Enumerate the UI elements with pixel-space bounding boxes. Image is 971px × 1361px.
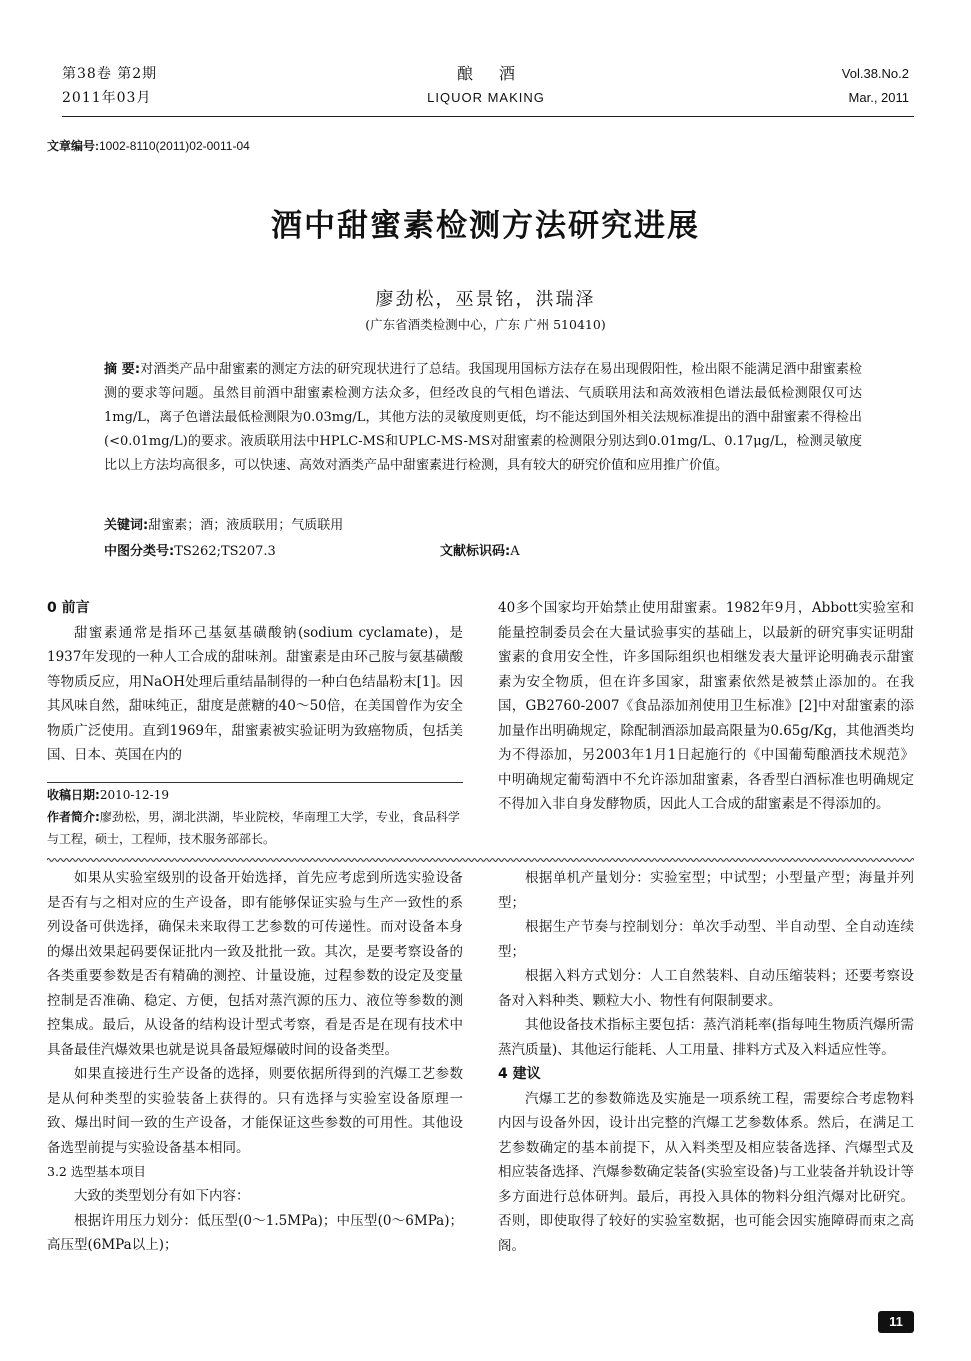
bottom-left-p3: 大致的类型划分有如下内容： [74, 1188, 250, 1204]
header-journal-cn: 酿酒 [456, 64, 541, 83]
header-journal-en: LIQUOR MAKING [427, 90, 545, 105]
author-bio-value: 廖劲松，男，湖北洪湖，毕业院校，华南理工大学，专业，食品科学与工程，硕士，工程师，技术服务部部长。 [47, 810, 460, 846]
author-bio-label: 作者简介: [47, 810, 100, 824]
bottom-left-column [47, 866, 463, 1258]
received-date-label: 收稿日期: [47, 788, 100, 802]
header-date-en: Mar., 2011 [848, 90, 909, 105]
header-volume-cn: 第38卷 第2期 [62, 66, 158, 82]
header-volume-block [62, 62, 157, 110]
bottom-right-p4: 其他设备技术指标主要包括：蒸汽消耗率(指每吨生物质汽爆所需蒸汽质量)、其他运行能耗、人工用量、排料方式及入料适应性等。 [498, 1017, 914, 1058]
bottom-right-p3: 根据入料方式划分：人工自然装料、自动压缩装料；还要考察设备对入料种类、颗粒大小、物性有何限制要求。 [498, 968, 914, 1009]
section0-left-column [47, 596, 463, 768]
author-bio [47, 806, 463, 850]
bottom-left-p1: 如果从实验室级别的设备开始选择，首先应考虑到所选实验设备是否有与之相对应的生产设备，即有能够保证实验与生产一致性的系列设备可供选择，确保未来取得工艺参数的可传递性。而对设备本身的爆出效果起码要保证批内一致及批批一致。其次，是要考察设备的各类重要参数是否有精确的测控、计量设施，过程参数的设定及变量控制是否准确、稳定、方便，包括对蒸汽源的压力、液位等参数的测控集成。最后，从设备的结构设计型式考察，看是否是在现有技术中具备最佳汽爆效果也就是说具备最短爆破时间的设备类型。 [47, 870, 463, 1058]
bottom-right-p2: 根据生产节奏与控制划分：单次手动型、半自动型、全自动连续型； [498, 919, 914, 960]
article-number-label: 文章编号: [47, 139, 99, 153]
paper-title: 酒中甜蜜素检测方法研究进展 [271, 208, 700, 244]
bottom-right-column [498, 866, 914, 1258]
header-volume-en-block [842, 62, 909, 110]
keywords-label: 关键词: [104, 518, 149, 533]
page-number: 11 [878, 1311, 914, 1333]
footnotes [47, 784, 463, 850]
header-divider [62, 116, 914, 117]
document-code-label: 文献标识码: [440, 544, 511, 559]
keywords-text: 甜蜜素；酒；液质联用；气质联用 [148, 518, 344, 533]
clc-label: 中图分类号: [104, 544, 175, 559]
bottom-left-p4: 根据许用压力划分：低压型(0～1.5MPa)；中压型(0～6MPa)；高压型(6MPa以上)； [47, 1212, 463, 1253]
classification-line [104, 540, 864, 564]
section0-right-column [498, 596, 914, 817]
article-number-value: 1002-8110(2011)02-0011-04 [99, 139, 250, 153]
clc-value: TS262;TS207.3 [174, 544, 276, 559]
section0-left-paragraph: 甜蜜素通常是指环己基氨基磺酸钠(sodium cyclamate)，是1937年发现的一种人工合成的甜味剂。甜蜜素是由环己胺与氨基磺酸等物质反应，用NaOH处理后重结晶制得的一种白色结晶粉末[1]。因其风味自然，甜味纯正，甜度是蔗糖的40～50倍，在美国曾作为安全物质广泛使用。直到1969年，甜蜜素被实验证明为致癌物质，包括美国、日本、英国在内的 [47, 624, 463, 763]
abstract [104, 358, 862, 478]
section-3-2-heading: 3.2 选型基本项目 [47, 1164, 146, 1179]
bottom-right-p5: 汽爆工艺的参数筛选及实施是一项系统工程，需要综合考虑物料内因与设备外因，设计出完整的汽爆工艺参数体系。然后，在满足工艺参数确定的基本前提下，从入料类型及相应装备选择、汽爆型式及相应装备选择、汽爆参数确定装备(实验室设备)与工业装备并轨设计等多方面进行总体研判。最后，再投入具体的物料分组汽爆对比研究。否则，即使取得了较好的实验室数据，也可能会因实施障碍而束之高阁。 [498, 1090, 914, 1254]
header-journal-block [400, 62, 572, 110]
section-4-heading: 4 建议 [498, 1066, 541, 1082]
paper-authors: 廖劲松，巫景铭，洪瑞泽 [375, 289, 596, 310]
abstract-text: 对酒类产品中甜蜜素的测定方法的研究现状进行了总结。我国现用国标方法存在易出现假阳性，检出限不能满足酒中甜蜜素检测的要求等问题。虽然目前酒中甜蜜素检测方法众多，但经改良的气相色谱法、气质联用法和高效液相色谱法最低检测限仅可达1mg/L，离子色谱法最低检测限为0.03mg/L，其他方法的灵敏度则更低，均不能达到国外相关法规标准提出的酒中甜蜜素不得检出(<0.01mg/L)的要求。液质联用法中HPLC-MS和UPLC-MS-MS对甜蜜素的检测限分别达到0.01mg/L、0.17μg/L，检测灵敏度比以上方法均高很多，可以快速、高效对酒类产品中甜蜜素进行检测，具有较大的研究价值和应用推广价值。 [104, 362, 862, 473]
header-volume-en: Vol.38.No.2 [841, 66, 909, 81]
paper-affiliation: (广东省酒类检测中心，广东 广州 510410) [365, 317, 606, 332]
article-number [47, 137, 250, 154]
bottom-right-p1: 根据单机产量划分：实验室型；中试型；小型量产型；海量并列型； [498, 870, 914, 911]
document-code-value: A [510, 544, 520, 559]
footnote-divider [47, 782, 463, 783]
section0-heading: 0 前言 [47, 600, 90, 616]
section0-right-paragraph: 40多个国家均开始禁止使用甜蜜素。1982年9月，Abbott实验室和能量控制委员会在大量试验事实的基础上，以最新的研究事实证明甜蜜素的食用安全性，许多国际组织也相继发表大量评论明确表示甜蜜素为安全物质，但在许多国家，甜蜜素依然是被禁止添加的。在我国，GB2760-2007《食品添加剂使用卫生标准》[2]中对甜蜜素的添加量作出明确规定，除配制酒添加最高限量为0.65g/Kg，其他酒类均为不得添加，另2003年1月1日起施行的《中国葡萄酿酒技术规范》中明确规定葡萄酒中不允许添加甜蜜素，各香型白酒标准也明确规定不得加入非自身发酵物质，因此人工合成的甜蜜素是不得添加的。 [498, 600, 914, 812]
bottom-left-p2: 如果直接进行生产设备的选择，则要依据所得到的汽爆工艺参数是从何种类型的实验装备上获得的。只有选择与实验室设备原理一致、爆出时间一致的生产设备，才能保证这些参数的可用性。其他设备选型前提与实验设备基本相同。 [47, 1066, 463, 1156]
document-code [440, 540, 520, 564]
received-date-value: 2010-12-19 [99, 788, 169, 802]
received-date [47, 784, 463, 806]
article-separator-wavy [47, 857, 914, 863]
header-date-cn: 2011年03月 [62, 90, 152, 106]
keywords [104, 514, 343, 538]
abstract-label: 摘 要: [104, 362, 141, 377]
